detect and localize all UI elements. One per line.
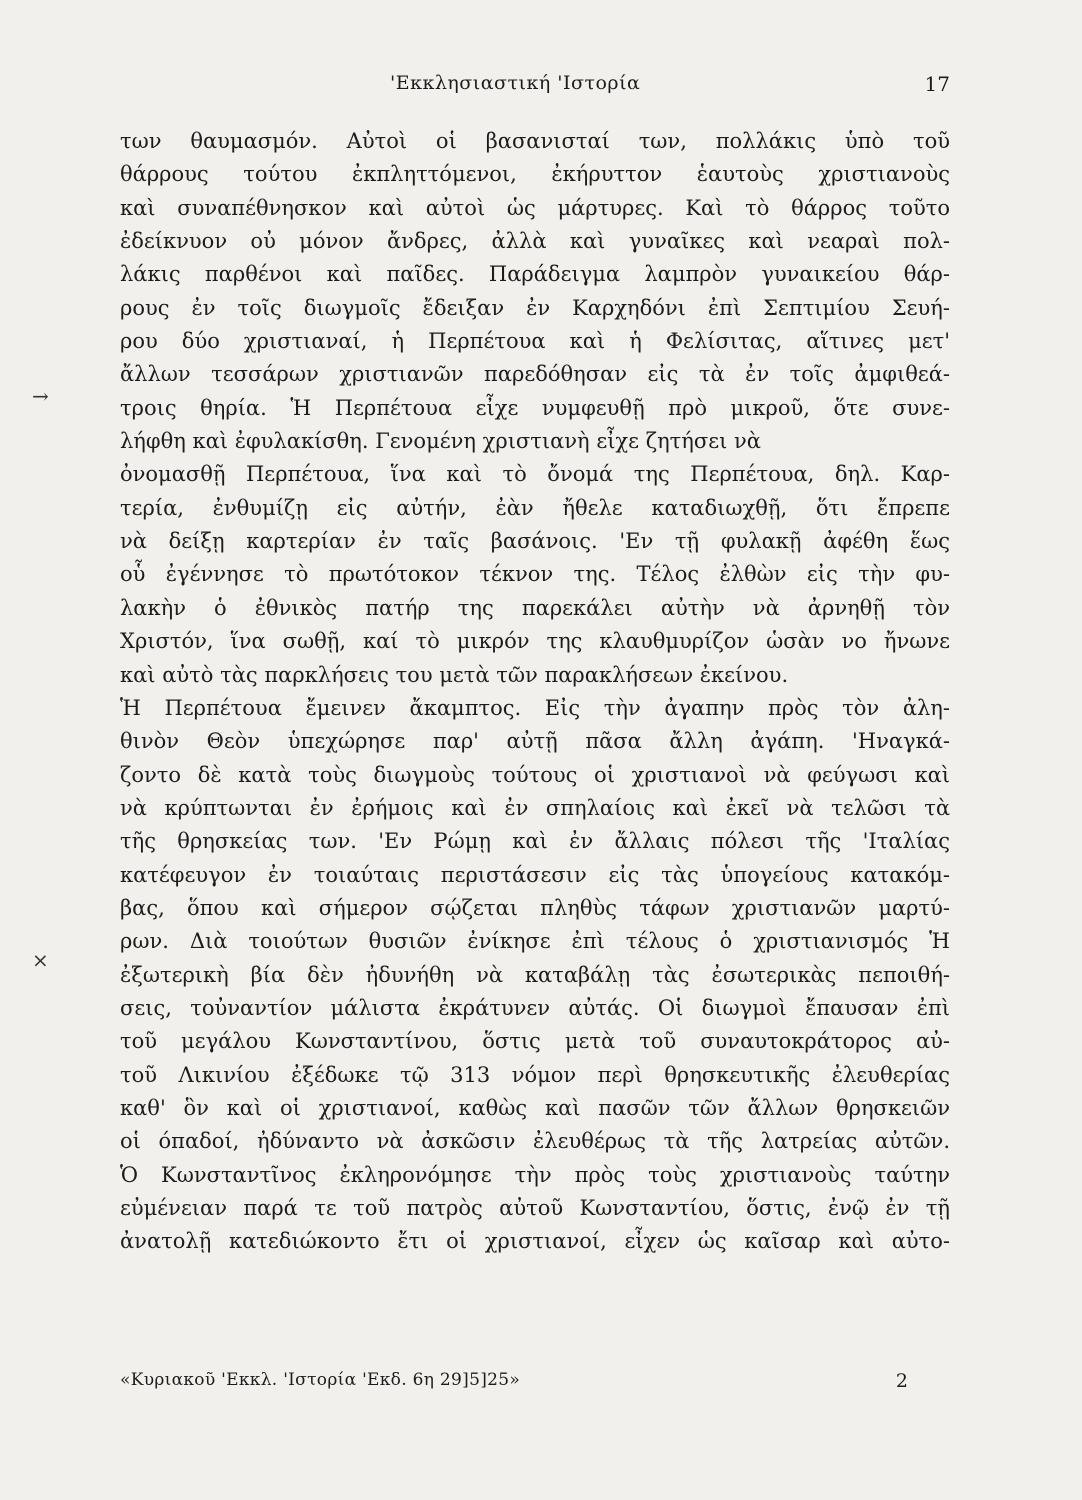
text-line: των θαυμασμόν. Αὐτοὶ οἱ βασανισταί των, πολλάκις ὑπὸ τοῦ [120,129,950,153]
text-line: ἀνατολῇ κατεδιώκοντο ἔτι οἱ χριστιανοί, εἶχεν ὡς καῖσαρ καὶ αὐτο- [120,1229,950,1254]
text-line: καθ' ὃν καὶ οἱ χριστιανοί, καθὼς καὶ πασῶν τῶν ἄλλων θρησκειῶν [120,1095,950,1120]
body-text [120,125,950,1259]
text-line: ἐδείκνυον οὐ μόνον ἄνδρες, ἀλλὰ καὶ γυναῖκες καὶ νεαραὶ πολ- [120,229,950,254]
footer-note: «Κυριακοῦ 'Εκκλ. 'Ιστορία 'Εκδ. 6η 29]5]25» [120,1370,521,1390]
text-line: οἱ όπαδοί, ἠδύναντο νὰ ἀσκῶσιν ἐλευθέρως τὰ τῆς λατρείας αὐτῶν. [120,1129,950,1154]
text-line: καὶ αὐτὸ τὰς παρκλήσεις του μετὰ τῶν παρακλήσεων ἐκείνου. [120,662,789,687]
text-line: κατέφευγον ἐν τοιαύταις περιστάσεσιν εἰς τὰς ὑπογείους κατακόμ- [120,862,950,887]
text-line: ὀνομασθῇ Περπέτουα, ἵνα καὶ τὸ ὄνομά της Περπέτουα, δηλ. Καρ- [120,462,950,487]
text-line: τερία, ἐνθυμίζῃ εἰς αὐτήν, ἐὰν ἤθελε καταδιωχθῇ, ὅτι ἔπρεπε [120,495,950,520]
margin-cross-mark: × [32,948,49,972]
text-line: νὰ κρύπτωνται ἐν ἐρήμοις καὶ ἐν σπηλαίοις καὶ ἐκεῖ νὰ τελῶσι τὰ [120,795,950,820]
text-line: βας, ὅπου καὶ σήμερον σῴζεται πληθὺς τάφων χριστιανῶν μαρτύ- [120,895,950,920]
text-line: ζοντο δὲ κατὰ τοὺς διωγμοὺς τούτους οἱ χριστιανοὶ νὰ φεύγωσι καὶ [120,762,950,787]
text-line: λάκις παρθένοι καὶ παῖδες. Παράδειγμα λαμπρὸν γυναικείου θάρ- [120,262,950,287]
text-line: Χριστόν, ἵνα σωθῇ, καί τὸ μικρόν της κλαυθμυρίζον ὡσὰν νο ἤνωνε [120,629,950,654]
text-line: νὰ δείξῃ καρτερίαν ἐν ταῖς βασάνοις. 'Εν τῇ φυλακῇ ἀφέθη ἕως [120,529,950,554]
text-line: Ἡ Περπέτουα ἔμεινεν ἄκαμπτος. Εἰς τὴν ἀγαπην πρὸς τὸν ἀλη- [120,695,950,720]
text-line: τῆς θρησκείας των. 'Εν Ρώμῃ καὶ ἐν ἄλλαις πόλεσι τῆς 'Ιταλίας [120,829,950,854]
text-line: ρους ἐν τοῖς διωγμοῖς ἔδειξαν ἐν Καρχηδόνι ἐπὶ Σεπτιμίου Σευή- [120,295,950,320]
text-line: σεις, τοὐναντίον μάλιστα ἐκράτυνεν αὐτάς. Οἱ διωγμοὶ ἔπαυσαν ἐπὶ [120,995,950,1020]
text-line: θινὸν Θεὸν ὑπεχώρησε παρ' αὐτῇ πᾶσα ἄλλη ἀγάπη. 'Ηναγκά- [120,729,950,754]
text-line: τοῦ Λικινίου ἐξέδωκε τῷ 313 νόμον περὶ θρησκευτικῆς ἐλευθερίας [120,1062,950,1087]
text-line: ρου δύο χριστιαναί, ἡ Περπέτουα καὶ ἡ Φελίσιτας, αἵτινες μετ' [120,329,950,354]
text-line: Ὁ Κωνσταντῖνος ἐκληρονόμησε τὴν πρὸς τοὺς χριστιανοὺς ταύτην [120,1162,950,1187]
text-line: ρων. Διὰ τοιούτων θυσιῶν ἐνίκησε ἐπὶ τέλους ὁ χριστιανισμός Ἡ [120,929,950,954]
text-line: οὗ ἐγέννησε τὸ πρωτότοκον τέκνον της. Τέλος ἐλθὼν εἰς τὴν φυ- [120,562,950,587]
margin-arrow-mark: → [32,384,49,408]
text-line: ἄλλων τεσσάρων χριστιανῶν παρεδόθησαν εἰς τὰ ἐν τοῖς ἀμφιθεά- [120,362,950,387]
text-line: τροις θηρία. Ἡ Περπέτουα εἶχε νυμφευθῇ πρὸ μικροῦ, ὅτε συνε- [120,395,950,420]
page-footer [120,1370,950,1400]
text-line: θάρρους τούτου ἐκπληττόμενοι, ἐκήρυττον ἑαυτοὺς χριστιανοὺς [120,162,950,187]
running-title: 'Εκκλησιαστική 'Ιστορία [390,72,641,94]
text-line: εὐμένειαν παρά τε τοῦ πατρὸς αὐτοῦ Κωνσταντίου, ὅστις, ἐνῷ ἐν τῇ [120,1196,950,1220]
page-header [120,72,950,106]
text-line: καὶ συναπέθνησκον καὶ αὐτοὶ ὡς μάρτυρες. Καὶ τὸ θάρρος τοῦτο [120,195,950,220]
page-number: 17 [924,72,950,96]
text-line: τοῦ μεγάλου Κωνσταντίνου, ὅστις μετὰ τοῦ συναυτοκράτορος αὐ- [120,1029,950,1054]
text-line: λήφθη καὶ ἐφυλακίσθη. Γενομένη χριστιανὴ εἶχε ζητήσει νὰ [120,429,761,454]
text-line: λακὴν ὁ ἐθνικὸς πατήρ της παρεκάλει αὐτὴν νὰ ἀρνηθῇ τὸν [120,595,950,620]
text-line: ἐξωτερικὴ βία δὲν ἠδυνήθη νὰ καταβάλῃ τὰς ἐσωτερικὰς πεποιθή- [120,962,950,987]
signature-mark: 2 [895,1370,908,1392]
